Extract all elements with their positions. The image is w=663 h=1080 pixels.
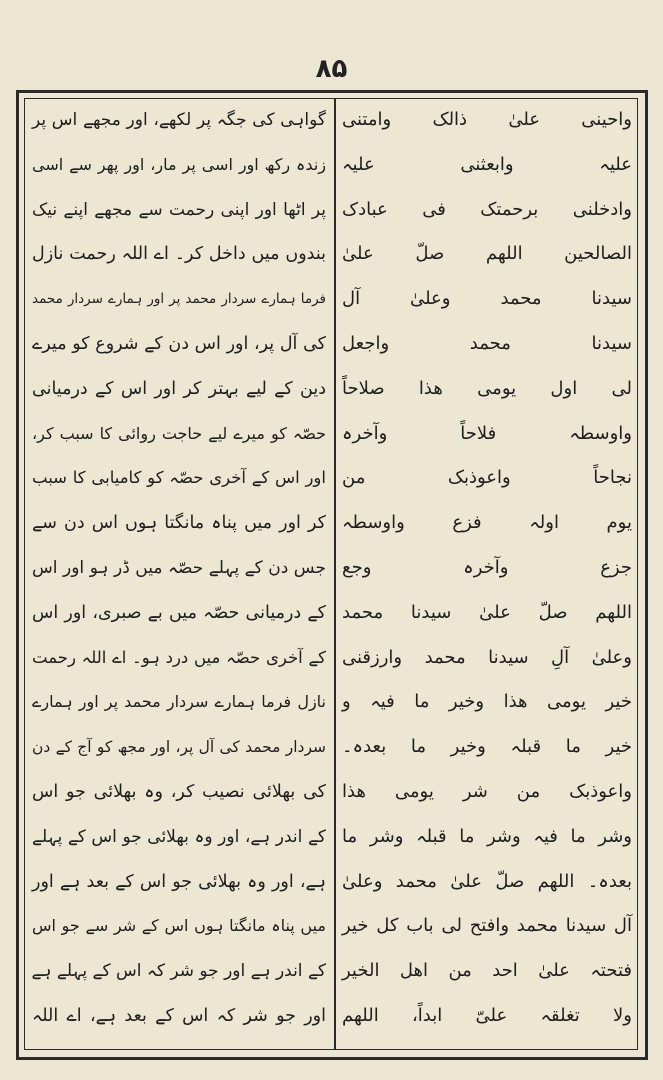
column-divider bbox=[334, 98, 336, 1050]
arabic-line: آل سیدنا محمد وافتح لی باب کل خیر bbox=[342, 915, 632, 937]
urdu-line: ہے، اور وہ بھلائی جو اس کے بعد ہے اور bbox=[32, 871, 326, 892]
arabic-line: فتحتہ علیٰ احد من اھل الخیر bbox=[342, 960, 632, 982]
arabic-line: وشر ما فیہ وشر ما قبلہ وشر ما bbox=[342, 825, 632, 847]
arabic-line: واحینی علیٰ ذالک وامتنی bbox=[342, 109, 632, 130]
arabic-line: سیدنا محمد وعلیٰ آل bbox=[342, 288, 632, 310]
urdu-line: فرما ہمارے سردار محمد پر اور ہمارے سردار محمد bbox=[32, 291, 326, 308]
arabic-line: سیدنا محمد واجعل bbox=[342, 332, 632, 354]
arabic-line: بعدہ۔ اللھم صلّ علیٰ محمد وعلیٰ bbox=[342, 870, 632, 892]
urdu-line: اور جو شر کہ اس کے بعد ہے، اے اللہ bbox=[32, 1005, 326, 1026]
urdu-line: میں پناہ مانگتا ہوں اس کے شر سے جو اس bbox=[32, 916, 326, 936]
urdu-line: کی آل پر، اور اس دن کے شروع کو میرے bbox=[32, 333, 326, 354]
arabic-line: وادخلنی برحمتک فی عبادک bbox=[342, 198, 632, 220]
arabic-line: یوم اولہ فزع واوسطہ bbox=[342, 512, 632, 534]
urdu-line: کے آخری حصّہ میں درد ہو۔ اے اللہ رحمت bbox=[32, 647, 326, 667]
urdu-line: بندوں میں داخل کر۔ اے اللہ رحمت نازل bbox=[32, 244, 326, 265]
urdu-line: اور اس کے آخری حصّہ کو کامیابی کا سبب bbox=[32, 468, 326, 488]
urdu-line: کی بھلائی نصیب کر، وہ بھلائی جو اس bbox=[32, 781, 326, 802]
arabic-line: خیر یومی ھذا وخیر ما فیہ و bbox=[342, 691, 632, 713]
urdu-line: حصّہ کو میرے لیے حاجت روائی کا سبب کر، bbox=[32, 423, 326, 443]
urdu-line: کے اندر ہے، اور وہ بھلائی جو اس کے پہلے bbox=[32, 826, 326, 847]
urdu-line: پر اٹھا اور اپنی رحمت سے مجھے اپنے نیک bbox=[32, 199, 326, 220]
urdu-translation-column bbox=[32, 108, 326, 1028]
arabic-line: الصالحین اللھم صلّ علیٰ bbox=[342, 243, 632, 265]
arabic-line: خیر ما قبلہ وخیر ما بعدہ۔ bbox=[342, 736, 632, 758]
arabic-line: واعوذبک من شر یومی ھذا bbox=[342, 780, 632, 802]
arabic-line: جزع وآخرہ وجع bbox=[342, 556, 632, 578]
arabic-line: نجاحاً واعوذبک من bbox=[342, 467, 632, 489]
urdu-line: زندہ رکھ اور اسی پر مار، اور پھر سے اسی bbox=[32, 154, 326, 174]
urdu-line: گواہی کی جگہ پر لکھے، اور مجھے اس پر bbox=[32, 110, 326, 130]
urdu-line: کر اور میں پناہ مانگتا ہوں اس دن سے bbox=[32, 513, 326, 534]
urdu-line: کے درمیانی حصّہ میں بے صبری، اور اس bbox=[32, 602, 326, 623]
arabic-line: اللھم صلّ علیٰ سیدنا محمد bbox=[342, 601, 632, 623]
arabic-text-column bbox=[342, 108, 632, 1028]
urdu-line: نازل فرما ہمارے سردار محمد پر اور ہمارے bbox=[32, 692, 326, 712]
arabic-line: واوسطہ فلاحاً وآخرہ bbox=[342, 422, 632, 444]
urdu-line: جس دن کے پہلے حصّہ میں ڈر ہو اور اس bbox=[32, 557, 326, 578]
arabic-line: وعلیٰ آلِ سیدنا محمد وارزقنی bbox=[342, 646, 632, 668]
urdu-line: کے اندر ہے اور جو شر کہ اس کے پہلے ہے bbox=[31, 961, 326, 982]
urdu-line: دین کے لیے بہتر کر اور اس کے درمیانی bbox=[32, 378, 326, 399]
page-number: ۸۵ bbox=[315, 54, 348, 84]
arabic-line: لی اول یومی ھذا صلاحاً bbox=[342, 377, 632, 399]
arabic-line: ولا تغلقہ علیّ ابداً، اللھم bbox=[342, 1004, 632, 1026]
urdu-line: سردار محمد کی آل پر، اور مجھ کو آج کے دن bbox=[32, 738, 326, 757]
arabic-line: علیہ وابعثنی علیہ bbox=[342, 153, 632, 175]
